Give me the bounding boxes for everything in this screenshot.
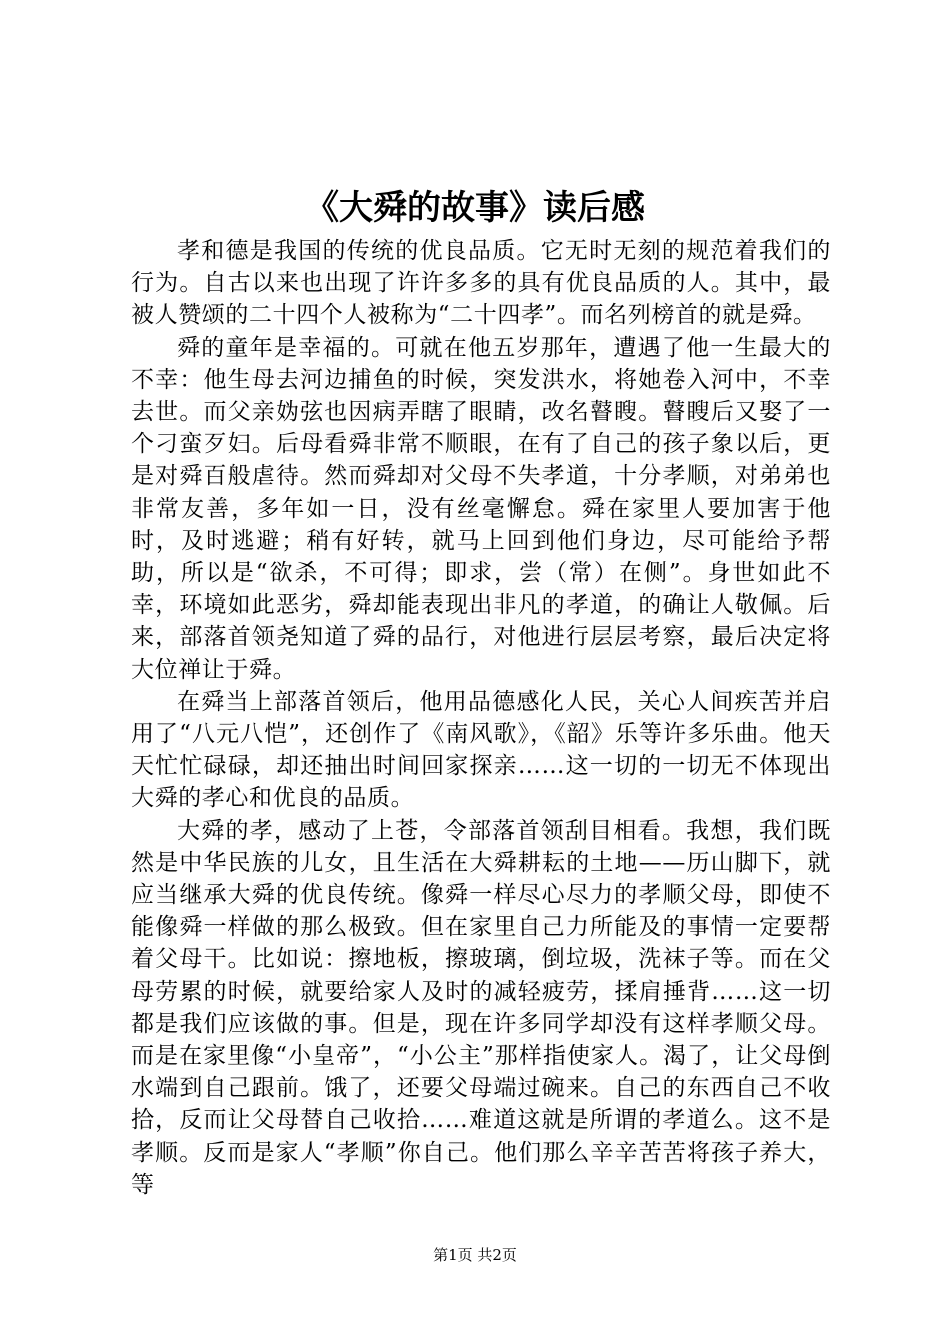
page-footer: 第1页 共2页 [433, 1246, 517, 1264]
paragraph: 在舜当上部落首领后，他用品德感化人民，关心人间疾苦并启用了“八元八恺”，还创作了《南风歌》，《韶》乐等许多乐曲。他天天忙忙碌碌，却还抽出时间回家探亲……这一切的一切无不体现出大舜的孝心和优良的品质。 [131, 688, 831, 812]
document-title: 《大舜的故事》读后感 [305, 188, 645, 228]
paragraph: 舜的童年是幸福的。可就在他五岁那年，遭遇了他一生最大的不幸：他生母去河边捕鱼的时候，突发洪水，将她卷入河中，不幸去世。而父亲妫弦也因病弄瞎了眼睛，改名瞽瞍。瞽瞍后又娶了一个刁蛮歹妇。后母看舜非常不顺眼，在有了自己的孩子象以后，更是对舜百般虐待。然而舜却对父母不失孝道，十分孝顺，对弟弟也非常友善，多年如一日，没有丝毫懈怠。舜在家里人要加害于他时，及时逃避；稍有好转，就马上回到他们身边，尽可能给予帮助，所以是“欲杀，不可得；即求，尝（常）在侧”。身世如此不幸，环境如此恶劣，舜却能表现出非凡的孝道，的确让人敬佩。后来，部落首领尧知道了舜的品行，对他进行层层考察，最后决定将大位禅让于舜。 [131, 334, 831, 683]
document-body [131, 235, 831, 1201]
paragraph: 孝和德是我国的传统的优良品质。它无时无刻的规范着我们的行为。自古以来也出现了许许多多的具有优良品质的人。其中，最被人赞颂的二十四个人被称为“二十四孝”。而名列榜首的就是舜。 [131, 238, 831, 329]
paragraph: 大舜的孝，感动了上苍，令部落首领刮目相看。我想，我们既然是中华民族的儿女，且生活在大舜耕耘的土地——历山脚下，就应当继承大舜的优良传统。像舜一样尽心尽力的孝顺父母，即使不能像舜一样做的那么极致。但在家里自己力所能及的事情一定要帮着父母干。比如说：擦地板，擦玻璃，倒垃圾，洗袜子等。而在父母劳累的时候，就要给家人及时的减轻疲劳，揉肩捶背……这一切都是我们应该做的事。但是，现在许多同学却没有这样孝顺父母。而是在家里像“小皇帝”，“小公主”那样指使家人。渴了，让父母倒水端到自己跟前。饿了，还要父母端过碗来。自己的东西自己不收拾，反而让父母替自己收拾……难道这就是所谓的孝道么。这不是孝顺。反而是家人“孝顺”你自己。他们那么辛辛苦苦将孩子养大，等 [131, 817, 831, 1198]
